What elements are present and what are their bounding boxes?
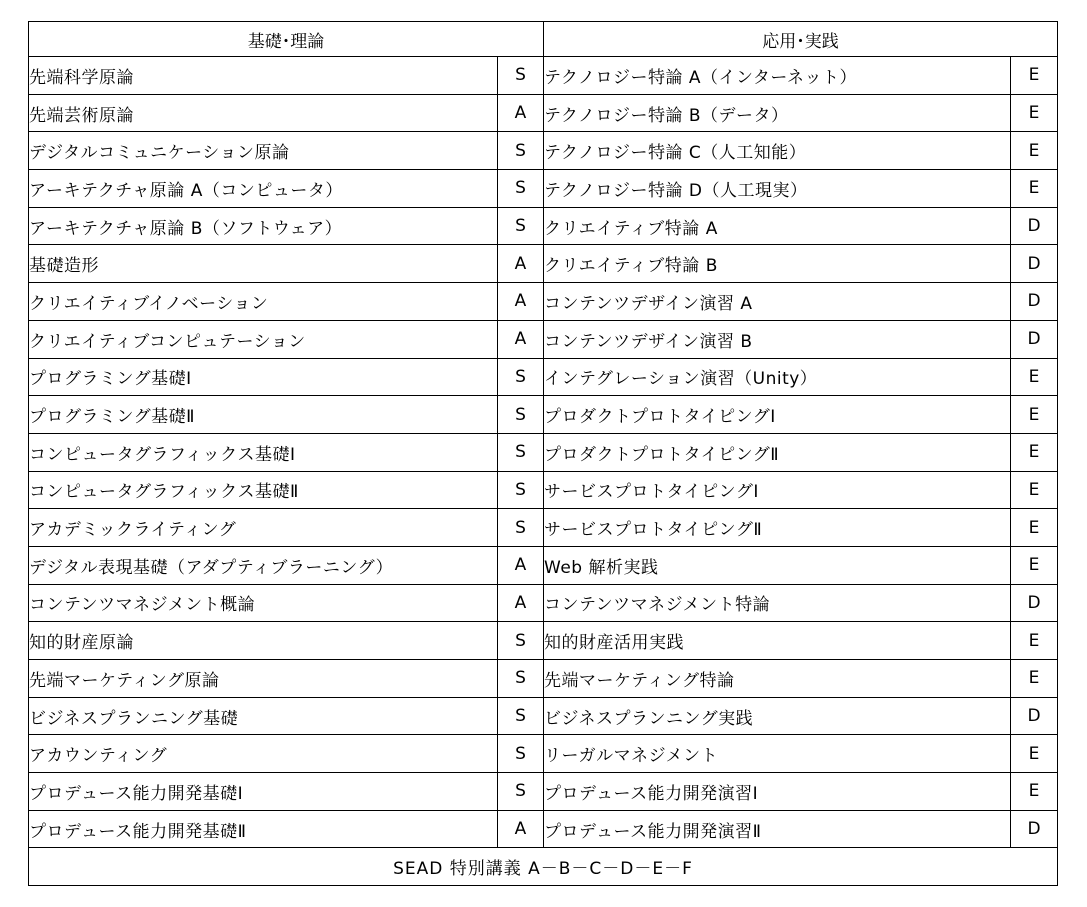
applied-course-grade: E [1011,546,1058,584]
basic-course-grade: A [498,94,544,132]
course-rows [29,57,1058,848]
applied-course-grade: D [1011,245,1058,283]
applied-course-name: プロダクトプロトタイピングⅡ [544,433,1011,471]
basic-course-name: プロデュース能力開発基礎Ⅱ [29,810,498,848]
applied-course-grade: E [1011,94,1058,132]
basic-course-name: クリエイティブイノベーション [29,283,498,321]
table-row [29,584,1058,622]
applied-course-grade: E [1011,358,1058,396]
applied-course-name: インテグレーション演習（Unity） [544,358,1011,396]
applied-course-grade: E [1011,622,1058,660]
applied-course-grade: D [1011,283,1058,321]
table-row [29,433,1058,471]
table-row [29,170,1058,208]
basic-course-grade: S [498,396,544,434]
basic-course-name: プロデュース能力開発基礎Ⅰ [29,773,498,811]
basic-course-name: デジタル表現基礎（アダプティブラーニング） [29,546,498,584]
applied-course-name: 先端マーケティング特論 [544,660,1011,698]
applied-course-name: リーガルマネジメント [544,735,1011,773]
table-row [29,245,1058,283]
basic-course-name: アカウンティング [29,735,498,773]
basic-course-name: 先端マーケティング原論 [29,660,498,698]
basic-course-grade: A [498,810,544,848]
basic-course-grade: S [498,471,544,509]
basic-course-grade: S [498,132,544,170]
table-row [29,358,1058,396]
basic-course-grade: S [498,622,544,660]
basic-course-grade: S [498,57,544,95]
basic-course-grade: S [498,735,544,773]
table-row [29,735,1058,773]
applied-course-name: コンテンツデザイン演習 A [544,283,1011,321]
applied-course-grade: E [1011,57,1058,95]
applied-course-name: テクノロジー特論 A（インターネット） [544,57,1011,95]
basic-course-name: クリエイティブコンピュテーション [29,320,498,358]
applied-course-grade: D [1011,584,1058,622]
applied-course-grade: D [1011,697,1058,735]
applied-course-name: コンテンツデザイン演習 B [544,320,1011,358]
curriculum-table [28,21,1058,886]
table-row [29,132,1058,170]
basic-course-name: デジタルコミュニケーション原論 [29,132,498,170]
table-row [29,94,1058,132]
applied-course-grade: E [1011,471,1058,509]
basic-course-grade: A [498,283,544,321]
basic-course-name: アーキテクチャ原論 A（コンピュータ） [29,170,498,208]
applied-course-name: クリエイティブ特論 A [544,207,1011,245]
basic-course-grade: A [498,245,544,283]
table-row [29,773,1058,811]
applied-course-name: コンテンツマネジメント特論 [544,584,1011,622]
basic-course-grade: S [498,660,544,698]
basic-course-grade: S [498,207,544,245]
header-basic-theory: 基礎･理論 [29,22,544,57]
applied-course-name: クリエイティブ特論 B [544,245,1011,283]
footer-row [29,848,1058,886]
applied-course-grade: E [1011,509,1058,547]
basic-course-grade: S [498,773,544,811]
table-row [29,396,1058,434]
applied-course-name: テクノロジー特論 B（データ） [544,94,1011,132]
basic-course-grade: A [498,546,544,584]
basic-course-grade: S [498,170,544,208]
basic-course-grade: A [498,320,544,358]
table-row [29,697,1058,735]
table-row [29,660,1058,698]
basic-course-name: コンピュータグラフィックス基礎Ⅰ [29,433,498,471]
table-row [29,320,1058,358]
applied-course-grade: E [1011,433,1058,471]
basic-course-name: 基礎造形 [29,245,498,283]
basic-course-name: コンピュータグラフィックス基礎Ⅱ [29,471,498,509]
special-lecture-cell: SEAD 特別講義 A－B－C－D－E－F [29,848,1058,886]
applied-course-grade: E [1011,735,1058,773]
basic-course-name: プログラミング基礎Ⅱ [29,396,498,434]
table-row [29,207,1058,245]
applied-course-grade: E [1011,132,1058,170]
table-row [29,471,1058,509]
table-row [29,622,1058,660]
basic-course-grade: S [498,697,544,735]
basic-course-grade: S [498,509,544,547]
applied-course-grade: E [1011,773,1058,811]
table-row [29,546,1058,584]
applied-course-grade: E [1011,170,1058,208]
basic-course-grade: S [498,433,544,471]
applied-course-name: Web 解析実践 [544,546,1011,584]
applied-course-name: 知的財産活用実践 [544,622,1011,660]
table-row [29,283,1058,321]
applied-course-name: ビジネスプランニング実践 [544,697,1011,735]
applied-course-name: テクノロジー特論 C（人工知能） [544,132,1011,170]
applied-course-grade: D [1011,810,1058,848]
applied-course-name: サービスプロトタイピングⅠ [544,471,1011,509]
header-row [29,22,1058,57]
basic-course-name: 先端芸術原論 [29,94,498,132]
applied-course-grade: D [1011,207,1058,245]
applied-course-grade: D [1011,320,1058,358]
applied-course-name: サービスプロトタイピングⅡ [544,509,1011,547]
applied-course-name: プロダクトプロトタイピングⅠ [544,396,1011,434]
basic-course-name: 知的財産原論 [29,622,498,660]
applied-course-grade: E [1011,660,1058,698]
basic-course-grade: S [498,358,544,396]
applied-course-grade: E [1011,396,1058,434]
basic-course-name: アーキテクチャ原論 B（ソフトウェア） [29,207,498,245]
basic-course-name: プログラミング基礎Ⅰ [29,358,498,396]
applied-course-name: プロデュース能力開発演習Ⅰ [544,773,1011,811]
header-applied-practice: 応用･実践 [544,22,1058,57]
table-row [29,509,1058,547]
basic-course-name: 先端科学原論 [29,57,498,95]
basic-course-grade: A [498,584,544,622]
basic-course-name: アカデミックライティング [29,509,498,547]
table-row [29,57,1058,95]
table-row [29,810,1058,848]
applied-course-name: プロデュース能力開発演習Ⅱ [544,810,1011,848]
basic-course-name: ビジネスプランニング基礎 [29,697,498,735]
applied-course-name: テクノロジー特論 D（人工現実） [544,170,1011,208]
basic-course-name: コンテンツマネジメント概論 [29,584,498,622]
